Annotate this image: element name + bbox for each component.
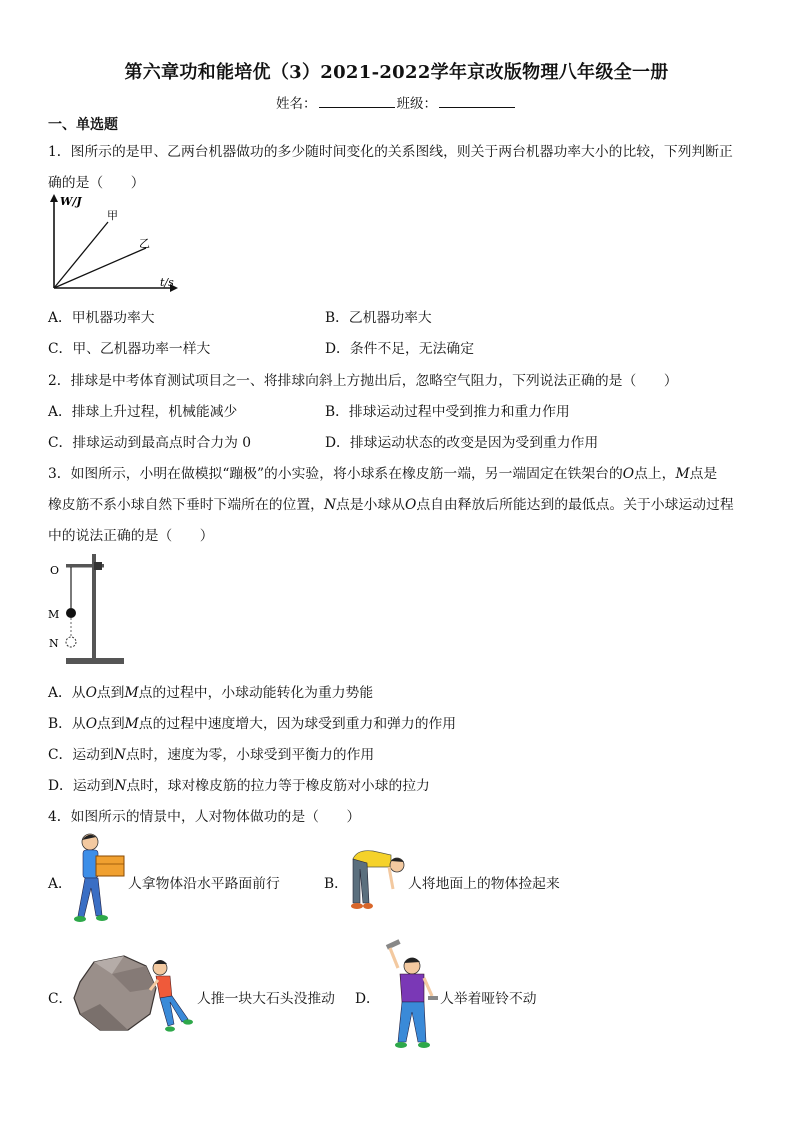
q3-ball-at-m bbox=[66, 608, 76, 618]
q4-person-pushing-rock-image bbox=[72, 952, 194, 1038]
q3-bungee-figure bbox=[44, 550, 134, 668]
q1-graph-label-yi: 乙 bbox=[139, 237, 150, 250]
q3-fig-label-m: M bbox=[48, 608, 60, 621]
name-label: 姓名： bbox=[276, 96, 317, 112]
q3-stand-clamp bbox=[94, 562, 102, 570]
q2-stem: 2．排球是中考体育测试项目之一、将排球向斜上方抛出后，忽略空气阻力，下列说法正确的是（ ） bbox=[48, 373, 678, 389]
q2-option-b[interactable]: B．排球运动过程中受到推力和重力作用 bbox=[325, 404, 570, 420]
name-blank[interactable] bbox=[319, 95, 395, 108]
q1-graph-y-arrow bbox=[50, 194, 58, 202]
q1-graph-line-jia bbox=[54, 222, 108, 288]
q3-var-o: O bbox=[622, 466, 635, 482]
q2-option-c[interactable]: C．排球运动到最高点时合力为 0 bbox=[48, 435, 252, 451]
section-heading: 一、单选题 bbox=[48, 117, 118, 133]
q3-stem-line2: 橡皮筋不系小球自然下垂时下端所在的位置，N点是小球从O点自由释放后所能达到的最低点。关于小球运动过程 bbox=[48, 497, 734, 513]
q1-option-c[interactable]: C．甲、乙机器功率一样大 bbox=[48, 341, 211, 357]
q4-option-c-letter[interactable]: C． bbox=[48, 991, 73, 1007]
q1-option-d[interactable]: D．条件不足，无法确定 bbox=[325, 341, 475, 357]
q1-stem-line2: 确的是（ ） bbox=[48, 175, 145, 191]
q4-option-d-letter[interactable]: D． bbox=[355, 991, 380, 1007]
q4-person-picking-up-image bbox=[347, 845, 409, 911]
q1-work-time-graph bbox=[40, 192, 190, 296]
q3-ball-at-n bbox=[66, 637, 76, 647]
q4-option-b-caption: 人将地面上的物体捡起来 bbox=[408, 876, 560, 892]
q3-option-d[interactable]: D．运动到N点时，球对橡皮筋的拉力等于橡皮筋对小球的拉力 bbox=[48, 778, 430, 794]
q3-fig-label-o: O bbox=[50, 564, 60, 577]
q4-person-carrying-box-image bbox=[72, 830, 132, 928]
class-blank[interactable] bbox=[439, 95, 515, 108]
q1-graph-line-yi bbox=[54, 248, 146, 288]
q4-stem: 4．如图所示的情景中，人对物体做功的是（ ） bbox=[48, 809, 361, 825]
q3-var-n: N bbox=[323, 497, 337, 513]
page-title: 第六章功和能培优（3）2021-2022学年京改版物理八年级全一册 bbox=[124, 62, 669, 83]
q4-option-c-caption: 人推一块大石头没推动 bbox=[197, 991, 335, 1007]
q1-option-b[interactable]: B．乙机器功率大 bbox=[325, 310, 432, 326]
q3-option-c[interactable]: C．运动到N点时，速度为零，小球受到平衡力的作用 bbox=[48, 747, 375, 763]
q3-option-b[interactable]: B．从O点到M点的过程中速度增大，因为球受到重力和弹力的作用 bbox=[48, 716, 457, 732]
q4-option-a-letter[interactable]: A． bbox=[48, 876, 72, 892]
q4-person-holding-dumbbell-image bbox=[380, 938, 446, 1050]
q1-stem-line1: 1．图所示的是甲、乙两台机器做功的多少随时间变化的关系图线，则关于两台机器功率大小的比较，下列判断正 bbox=[48, 144, 733, 160]
q1-option-a[interactable]: A．甲机器功率大 bbox=[48, 310, 155, 326]
q2-option-a[interactable]: A．排球上升过程，机械能减少 bbox=[48, 404, 238, 420]
student-info bbox=[0, 92, 793, 112]
q3-var-m: M bbox=[675, 466, 690, 482]
q1-graph-x-label: t/s bbox=[160, 276, 174, 289]
q3-stem-line3: 中的说法正确的是（ ） bbox=[48, 528, 214, 544]
q3-stem-line1: 3．如图所示，小明在做模拟“蹦极”的小实验，将小球系在橡皮筋一端，另一端固定在铁架台的O点上，M点是 bbox=[48, 466, 718, 482]
q4-option-b-letter[interactable]: B． bbox=[324, 876, 348, 892]
q1-graph-label-jia: 甲 bbox=[107, 209, 118, 222]
q1-graph-y-label: W/J bbox=[60, 195, 82, 208]
q3-fig-label-n: N bbox=[49, 637, 59, 650]
q3-option-a[interactable]: A．从O点到M点的过程中，小球动能转化为重力势能 bbox=[48, 685, 374, 701]
class-label: 班级： bbox=[396, 96, 437, 112]
q2-option-d[interactable]: D．排球运动状态的改变是因为受到重力作用 bbox=[325, 435, 599, 451]
q4-option-a-caption: 人拿物体沿水平路面前行 bbox=[128, 876, 280, 892]
q4-option-d-caption: 人举着哑铃不动 bbox=[440, 991, 537, 1007]
